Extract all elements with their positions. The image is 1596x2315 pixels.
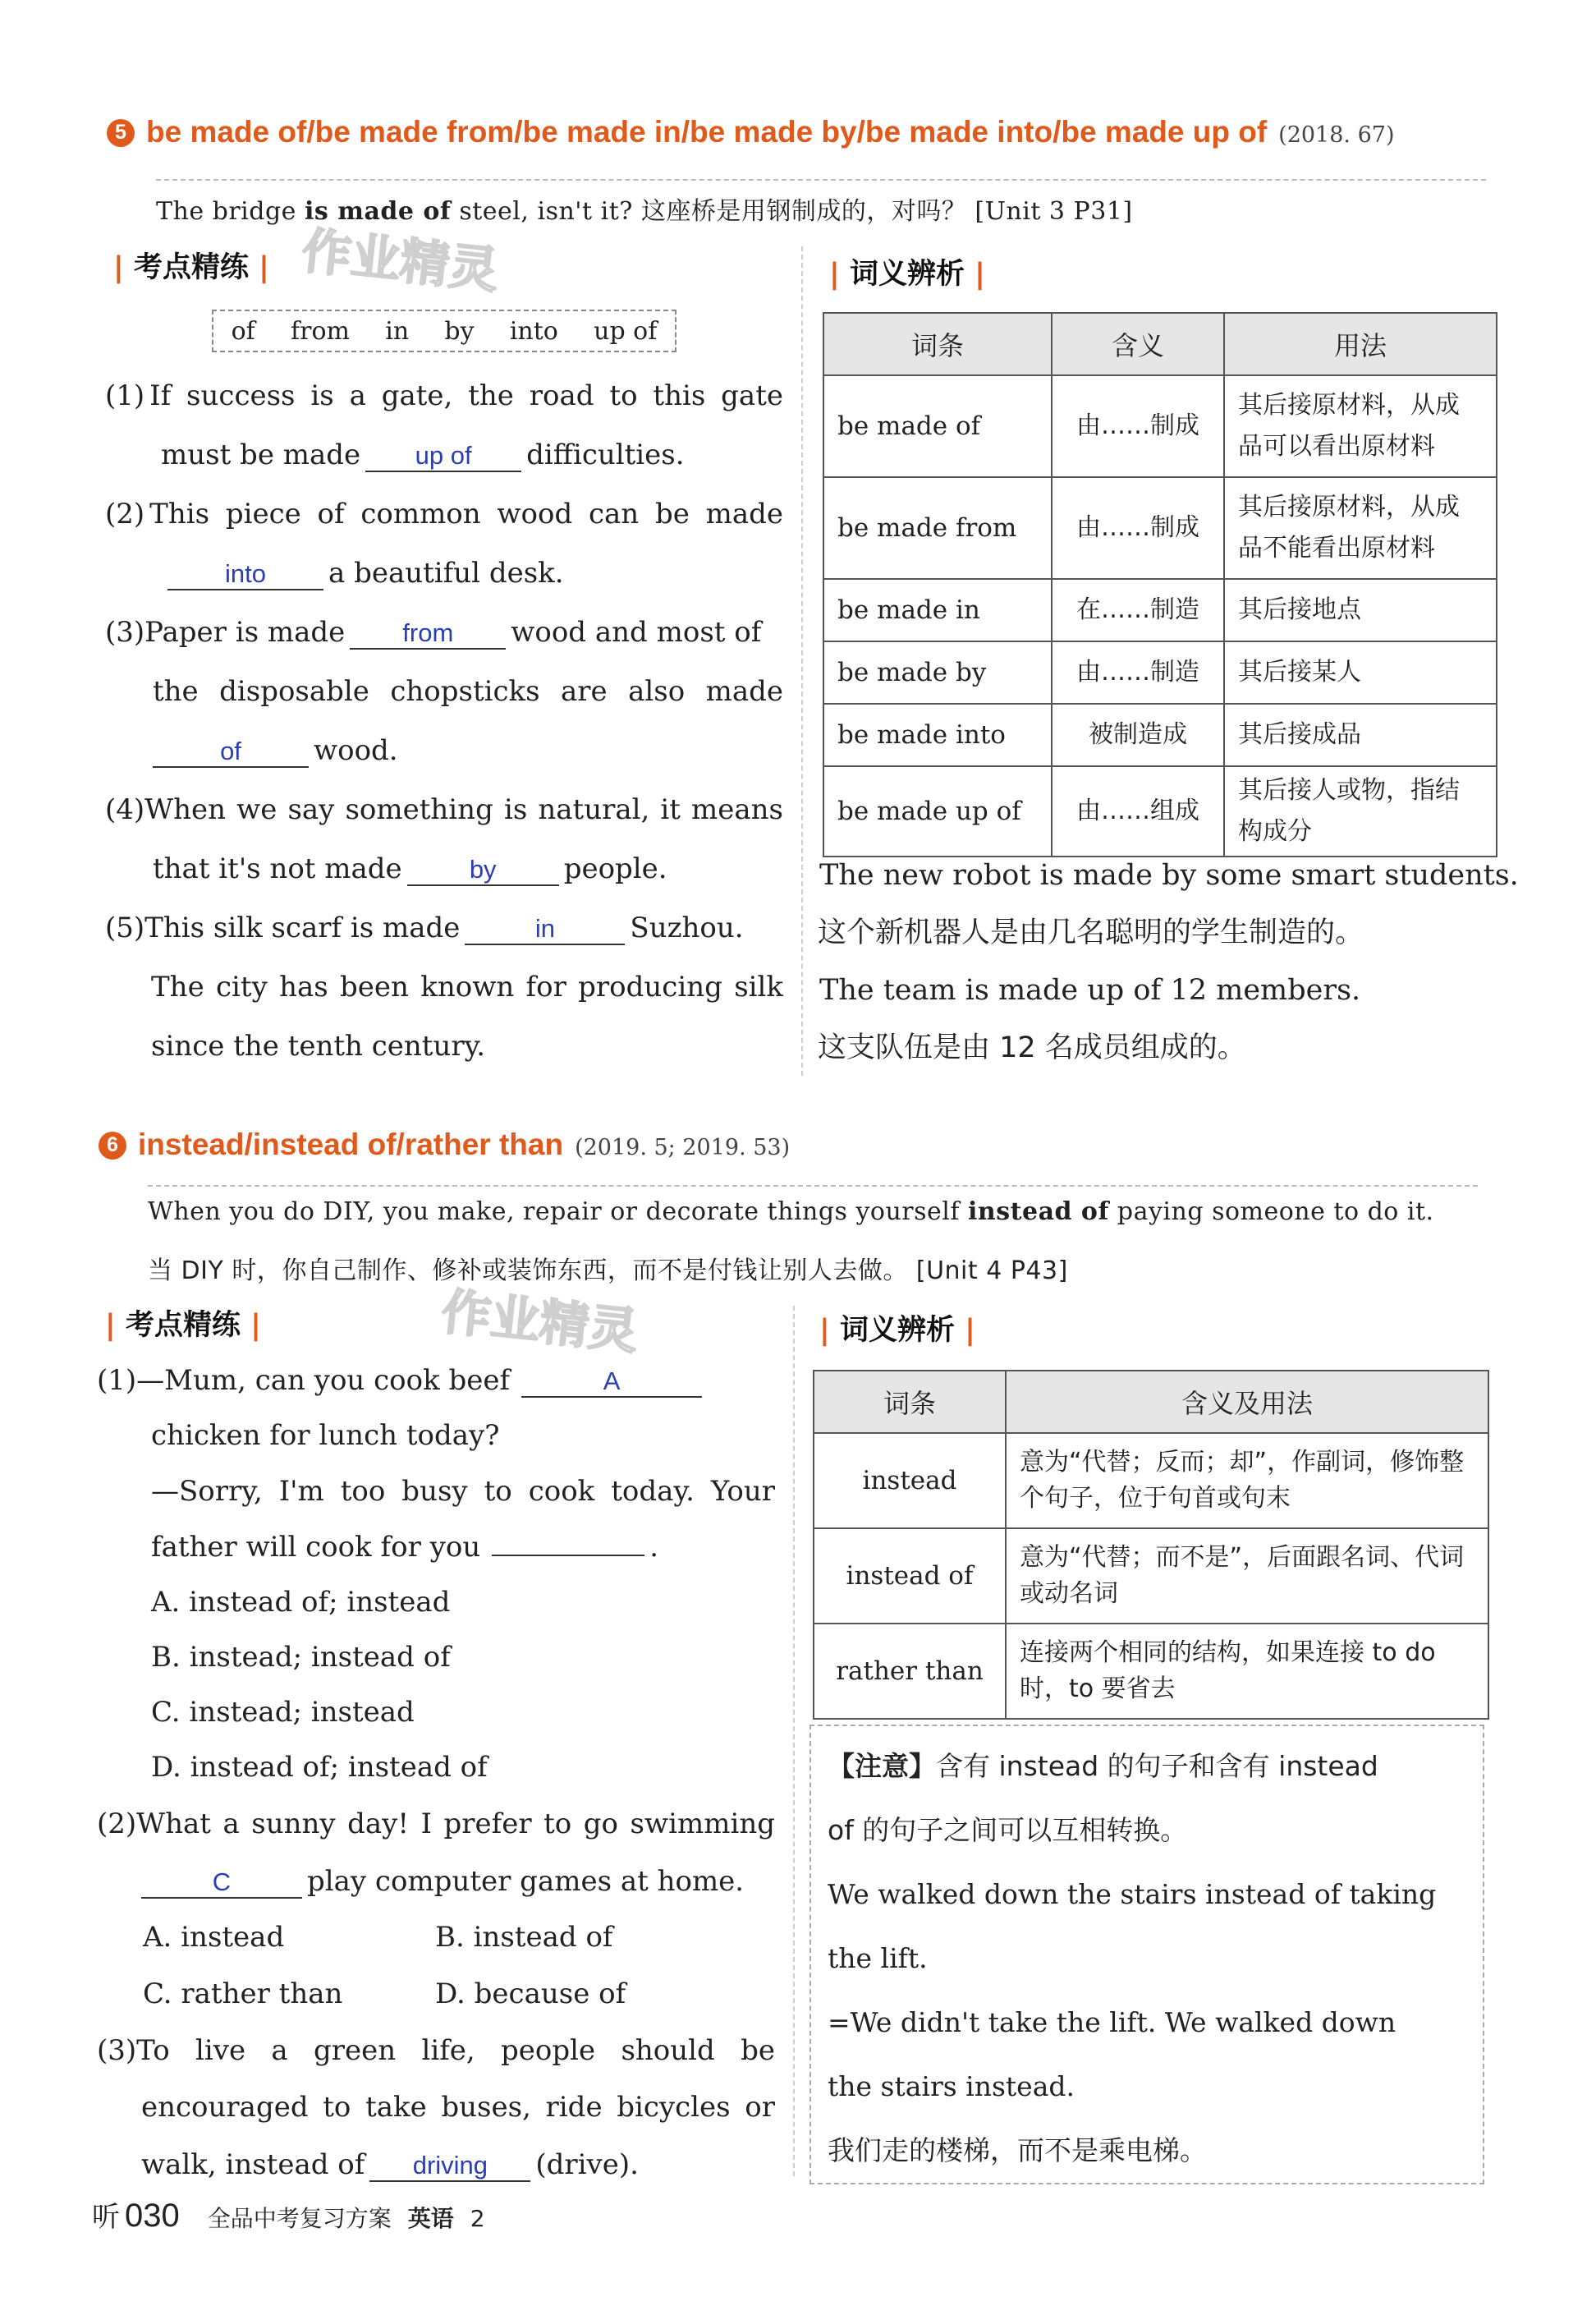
subject: 英语	[407, 2205, 454, 2232]
watermark: 作业精灵	[299, 222, 502, 301]
key-phrase: instead of	[968, 1197, 1109, 1226]
answer-blank	[492, 1555, 644, 1556]
section6-number: 6	[99, 1132, 126, 1160]
answer-blank: into	[167, 559, 323, 590]
table-row: be made up of 由……组成 其后接人或物，指结构成分	[823, 766, 1497, 857]
table-header: 含义及用法	[1006, 1371, 1488, 1433]
table-row: be made of 由……制成 其后接原材料，从成品可以看出原材料	[823, 375, 1497, 477]
table-row: be made in 在……制造 其后接地点	[823, 579, 1497, 641]
question-5-2: (2) This piece of common wood can be made	[105, 498, 783, 531]
question-6-3-line2: encouraged to take buses, ride bicycles or	[141, 2091, 775, 2124]
key-phrase: is made of	[304, 197, 452, 226]
question-6-3: (3) To live a green life, people should be	[97, 2034, 775, 2067]
option-word: into	[509, 316, 558, 346]
section6-year: (2019. 5; 2019. 53)	[575, 1135, 791, 1160]
option-word: up of	[594, 316, 658, 346]
example-en: The team is made up of 12 members.	[819, 974, 1361, 1007]
option-c: C. rather than	[143, 1977, 343, 2010]
example-en: The new robot is made by some smart students.	[819, 859, 1519, 892]
volume: 2	[470, 2205, 485, 2232]
note-label: 【注意】	[828, 1750, 936, 1782]
table-header: 用法	[1224, 313, 1497, 375]
question-5-4-line2: that it's not made by people.	[153, 852, 667, 885]
answer-blank: A	[521, 1366, 702, 1398]
table-row: instead 意为“代替；反而；却”，作副词，修饰整个句子，位于句首或句末	[814, 1433, 1488, 1528]
book-title: 全品中考复习方案	[207, 2205, 392, 2232]
options-box	[212, 310, 676, 352]
option-b: B. instead of	[435, 1921, 613, 1954]
question-6-1-line4: father will cook for you .	[151, 1531, 659, 1564]
answer-blank: in	[465, 914, 625, 945]
option-c: C. instead; instead	[151, 1696, 415, 1729]
question-6-3-line3: walk, instead of driving (drive).	[141, 2148, 639, 2181]
question-6-1-line3: —Sorry, I'm too busy to cook today. Your	[151, 1475, 775, 1508]
page-number: 030	[125, 2198, 180, 2234]
analysis-tag: | 词义辨析 |	[829, 258, 985, 291]
section5-example: The bridge is made of steel, isn't it? 这座桥是用钢制成的，对吗？ [Unit 3 P31]	[156, 197, 1133, 226]
section6-title: instead/instead of/rather than	[138, 1128, 564, 1161]
divider	[156, 179, 1486, 181]
option-word: of	[231, 316, 255, 346]
question-5-5-line2: The city has been known for producing silk	[151, 971, 783, 1004]
watermark: 作业精灵	[438, 1283, 641, 1362]
section5-title: be made of/be made from/be made in/be made by/be made into/be made up of	[146, 115, 1268, 149]
question-5-3-line2: the disposable chopsticks are also made	[153, 675, 783, 708]
note-box: 【注意】含有 instead 的句子和含有 instead of 的句子之间可以互相转换。 We walked down the stairs instead of taking the lift. =We didn't take the lift. We walked down the stairs instead. 我们走的楼梯，而不是乘电梯。	[809, 1725, 1484, 2184]
section6-example: When you do DIY, you make, repair or decorate things yourself instead of paying someone to do it.	[148, 1197, 1434, 1226]
table-row: be made into 被制造成 其后接成品	[823, 704, 1497, 766]
option-a: A. instead	[143, 1921, 285, 1954]
answer-blank: by	[407, 855, 559, 886]
column-divider	[793, 1306, 795, 2176]
table-row: be made by 由……制造 其后接某人	[823, 641, 1497, 704]
listen-label: 听	[92, 2201, 120, 2234]
option-a: A. instead of; instead	[151, 1586, 451, 1619]
question-5-3-line3: of wood.	[153, 721, 398, 780]
answer-blank: of	[153, 737, 309, 768]
option-d: D. because of	[435, 1977, 626, 2010]
vocab-table-6	[813, 1370, 1489, 1720]
question-6-1-line2: chicken for lunch today?	[151, 1419, 500, 1452]
table-row: rather than 连接两个相同的结构，如果连接 to do 时，to 要省去	[814, 1624, 1488, 1719]
option-word: from	[291, 316, 350, 346]
question-5-3: (3)Paper is made from wood and most of	[105, 616, 762, 649]
section6-heading	[99, 1128, 790, 1163]
answer-blank: up of	[365, 441, 521, 472]
question-5-2-line2: into a beautiful desk.	[161, 544, 564, 603]
question-5-5: (5)This silk scarf is made in Suzhou.	[105, 912, 744, 944]
table-row: instead of 意为“代替；而不是”，后面跟名词、代词或动名词	[814, 1528, 1488, 1624]
option-word: by	[444, 316, 475, 346]
section5-heading	[107, 115, 1394, 150]
answer-blank: driving	[369, 2151, 530, 2182]
section6-example-zh: 当 DIY 时，你自己制作、修补或装饰东西，而不是付钱让别人去做。 [Unit 4 P43]	[148, 1256, 1068, 1285]
vocab-table-5	[823, 312, 1497, 857]
table-header: 词条	[823, 313, 1052, 375]
question-5-1: (1) If success is a gate, the road to this gate	[105, 379, 783, 412]
example-zh: 这个新机器人是由几名聪明的学生制造的。	[818, 916, 1364, 949]
table-row: be made from 由……制成 其后接原材料，从成品不能看出原材料	[823, 477, 1497, 579]
page-footer	[92, 2194, 485, 2235]
answer-blank: C	[141, 1867, 302, 1899]
question-5-4: (4) When we say something is natural, it means	[105, 793, 783, 826]
question-6-1: (1)—Mum, can you cook beef A	[97, 1351, 707, 1410]
table-header: 含义	[1052, 313, 1224, 375]
practice-tag: | 考点精练 |	[105, 1309, 261, 1342]
practice-tag: | 考点精练 |	[113, 251, 269, 284]
option-word: in	[385, 316, 410, 346]
analysis-tag: | 词义辨析 |	[819, 1314, 975, 1347]
example-zh: 这支队伍是由 12 名成员组成的。	[818, 1031, 1246, 1064]
question-5-1-line2: must be made up of difficulties.	[161, 439, 685, 471]
section5-number: 5	[107, 119, 135, 147]
option-d: D. instead of; instead of	[151, 1751, 488, 1784]
column-divider	[801, 246, 803, 1076]
question-5-5-line3: since the tenth century.	[151, 1030, 486, 1063]
question-6-2: (2) What a sunny day! I prefer to go swimming	[97, 1807, 775, 1840]
divider	[148, 1185, 1478, 1187]
table-header: 词条	[814, 1371, 1006, 1433]
answer-blank: from	[350, 618, 506, 650]
section5-year: (2018. 67)	[1278, 122, 1395, 148]
option-b: B. instead; instead of	[151, 1641, 451, 1674]
question-6-2-line2: C play computer games at home.	[141, 1852, 744, 1911]
